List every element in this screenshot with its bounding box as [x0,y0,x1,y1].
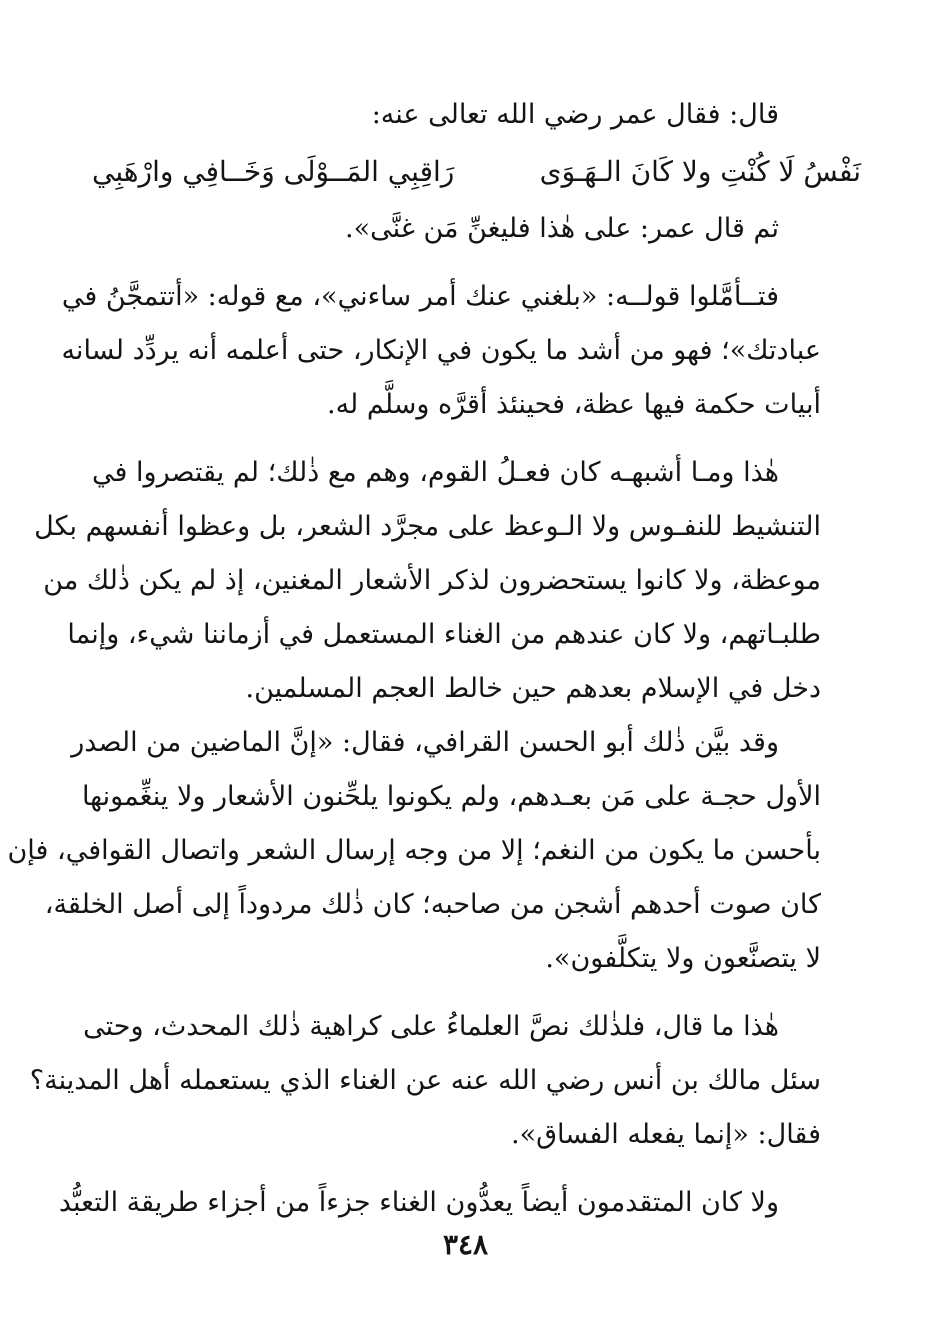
paragraph-line: بأحسن ما يكون من النغم؛ إلا من وجه إرسال الشعر واتصال القوافي، فإن [7,835,821,866]
paragraph-line: فقال: «إنما يفعله الفساق». [511,1119,821,1150]
poem-verse [92,142,861,202]
paragraph-line: التنشيط للنفـوس ولا الـوعظ على مجرَّد الشعر، بل وعظوا أنفسهم بكل [34,511,821,542]
verse-second-hemistich: رَاقِبِي المَــوْلَى وَخَــافِي وارْهَبِي [92,155,455,188]
paragraph-line: موعظة، ولا كانوا يستحضرون لذكر الأشعار المغنين، إذ لم يكن ذٰلك من [43,565,821,596]
paragraph-line: هٰذا ما قال، فلذٰلك نصَّ العلماءُ على كراهية ذٰلك المحدث، وحتى [83,1011,779,1042]
intro-line: قال: فقال عمر رضي الله تعالى عنه: [371,99,779,130]
paragraph-line: ثم قال عمر: على هٰذا فليغنِّ مَن غنَّى». [345,213,779,244]
paragraph-line: فتــأمَّلوا قولــه: «بلغني عنك أمر ساءني»، مع قوله: «أتتمجَّنُ في [61,281,779,312]
paragraph-line: وقد بيَّن ذٰلك أبو الحسن القرافي، فقال: «إنَّ الماضين من الصدر [71,727,779,758]
paragraph-line: أبيات حكمة فيها عظة، فحينئذ أقرَّه وسلَّم له. [326,389,821,420]
paragraph-line: الأول حجـة على مَن بعـدهم، ولم يكونوا يلحِّنون الأشعار ولا ينغِّمونها [81,781,821,812]
paragraph-line: سئل مالك بن أنس رضي الله عنه عن الغناء الذي يستعمله أهل المدينة؟ [29,1065,821,1096]
paragraph-line: عبادتك»؛ فهو من أشد ما يكون في الإنكار، حتى أعلمه أنه يردِّد لسانه [61,335,821,366]
paragraph-line: دخل في الإسلام بعدهم حين خالط العجم المسلمين. [245,673,821,704]
paragraph-line: هٰذا ومـا أشبهـه كان فعـلُ القوم، وهم مع ذٰلك؛ لم يقتصروا في [92,457,779,488]
page-number: ٣٤٨ [442,1228,489,1261]
paragraph-line: لا يتصنَّعون ولا يتكلَّفون». [545,943,821,974]
paragraph-line: طلبـاتهم، ولا كان عندهم من الغناء المستعمل في أزماننا شيء، وإنما [67,619,821,650]
paragraph-line: كان صوت أحدهم أشجن من صاحبه؛ كان ذٰلك مردوداً إلى أصل الخلقة، [44,889,821,920]
paragraph-line: ولا كان المتقدمون أيضاً يعدُّون الغناء جزءاً من أجزاء طريقة التعبُّد [58,1187,779,1218]
page-body [7,88,861,1302]
verse-first-hemistich: نَفْسُ لَا كُنْتِ ولا كَانَ الـهَـوَى [539,155,861,188]
